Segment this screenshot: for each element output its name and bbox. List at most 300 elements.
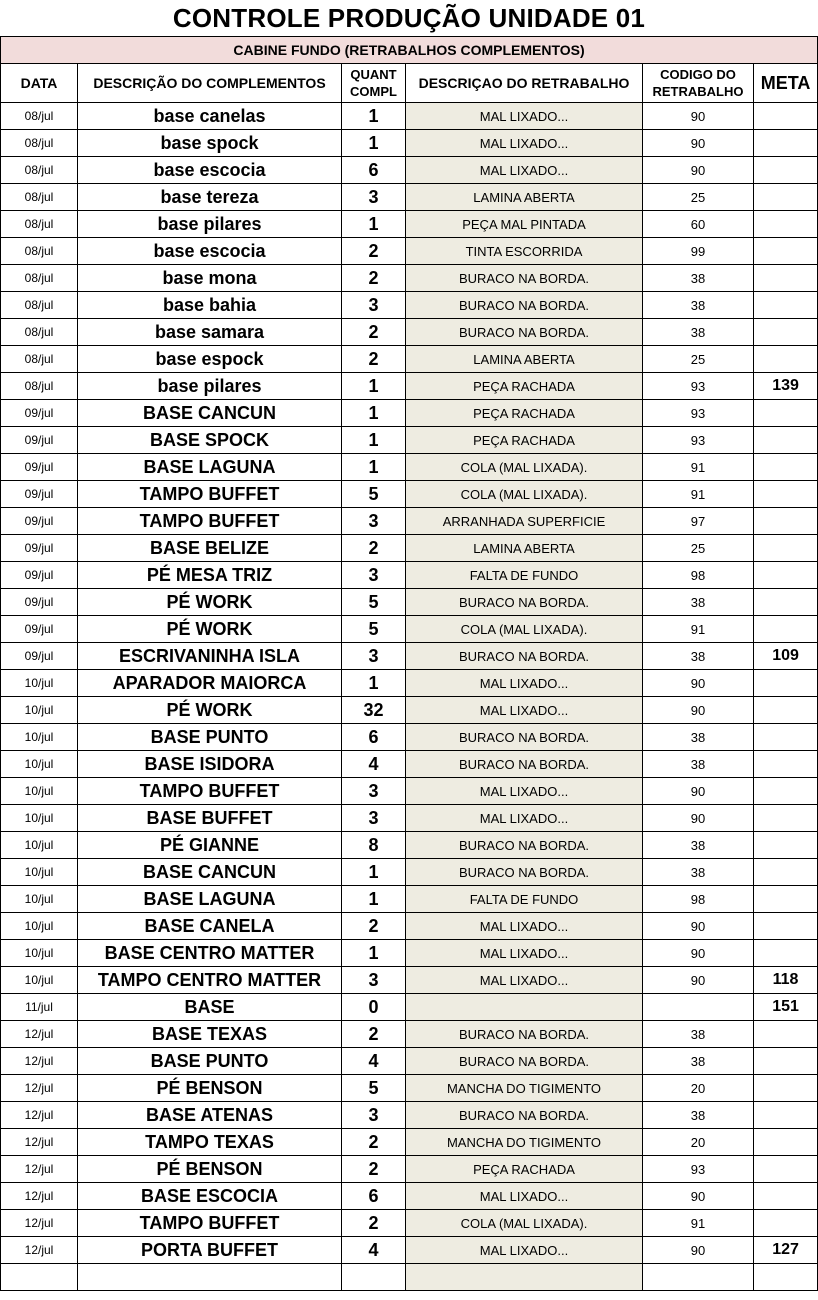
cell-retrabalho[interactable]: BURACO NA BORDA. <box>406 1021 643 1048</box>
header-meta[interactable]: META <box>754 64 818 103</box>
cell-retrabalho[interactable]: MAL LIXADO... <box>406 940 643 967</box>
cell-quant[interactable]: 2 <box>342 535 406 562</box>
cell-meta[interactable] <box>754 1156 818 1183</box>
cell-codigo[interactable]: 90 <box>643 1183 754 1210</box>
cell-descricao[interactable]: PÉ WORK <box>78 589 342 616</box>
cell-retrabalho[interactable]: BURACO NA BORDA. <box>406 1048 643 1075</box>
cell-data[interactable]: 10/jul <box>1 967 78 994</box>
cell-quant[interactable]: 1 <box>342 886 406 913</box>
cell-retrabalho[interactable]: COLA (MAL LIXADA). <box>406 454 643 481</box>
cell-quant[interactable]: 8 <box>342 832 406 859</box>
cell-descricao[interactable]: PÉ GIANNE <box>78 832 342 859</box>
cell-quant[interactable]: 1 <box>342 130 406 157</box>
table-row <box>1 724 818 751</box>
cell-retrabalho[interactable]: BURACO NA BORDA. <box>406 1102 643 1129</box>
cell-meta[interactable] <box>754 616 818 643</box>
cell-descricao[interactable]: PÉ WORK <box>78 697 342 724</box>
cell-data[interactable]: 12/jul <box>1 1102 78 1129</box>
cell-retrabalho[interactable]: ARRANHADA SUPERFICIE <box>406 508 643 535</box>
cell-codigo[interactable]: 38 <box>643 292 754 319</box>
cell-codigo[interactable]: 38 <box>643 1102 754 1129</box>
cell-data[interactable]: 08/jul <box>1 238 78 265</box>
cell-data[interactable]: 10/jul <box>1 751 78 778</box>
cell-retrabalho[interactable]: PEÇA MAL PINTADA <box>406 211 643 238</box>
table-row <box>1 1048 818 1075</box>
cell-retrabalho[interactable]: COLA (MAL LIXADA). <box>406 616 643 643</box>
cell-quant[interactable]: 1 <box>342 373 406 400</box>
cell-descricao[interactable]: BASE ISIDORA <box>78 751 342 778</box>
cell-descricao[interactable] <box>78 1264 342 1291</box>
cell-meta[interactable] <box>754 481 818 508</box>
cell-codigo[interactable]: 38 <box>643 751 754 778</box>
cell-data[interactable]: 08/jul <box>1 103 78 130</box>
cell-descricao[interactable]: base spock <box>78 130 342 157</box>
header-retrabalho[interactable]: DESCRIÇAO DO RETRABALHO <box>406 64 643 103</box>
cell-quant[interactable]: 2 <box>342 1129 406 1156</box>
cell-codigo[interactable]: 93 <box>643 1156 754 1183</box>
cell-codigo[interactable]: 93 <box>643 373 754 400</box>
cell-meta[interactable] <box>754 1129 818 1156</box>
cell-meta[interactable] <box>754 589 818 616</box>
cell-retrabalho[interactable]: MAL LIXADO... <box>406 670 643 697</box>
cell-quant[interactable]: 6 <box>342 157 406 184</box>
cell-quant[interactable]: 1 <box>342 859 406 886</box>
cell-meta[interactable] <box>754 1264 818 1291</box>
cell-codigo[interactable]: 38 <box>643 859 754 886</box>
cell-quant[interactable] <box>342 1264 406 1291</box>
cell-quant[interactable]: 1 <box>342 427 406 454</box>
cell-descricao[interactable]: BASE BELIZE <box>78 535 342 562</box>
cell-quant[interactable]: 1 <box>342 454 406 481</box>
table-row <box>1 157 818 184</box>
cell-data[interactable]: 10/jul <box>1 670 78 697</box>
cell-codigo[interactable]: 91 <box>643 481 754 508</box>
cell-codigo[interactable]: 90 <box>643 697 754 724</box>
cell-data[interactable]: 10/jul <box>1 724 78 751</box>
cell-quant[interactable]: 1 <box>342 670 406 697</box>
cell-retrabalho[interactable]: LAMINA ABERTA <box>406 535 643 562</box>
cell-meta[interactable] <box>754 103 818 130</box>
cell-codigo[interactable]: 25 <box>643 535 754 562</box>
cell-descricao[interactable]: PÉ WORK <box>78 616 342 643</box>
cell-quant[interactable]: 1 <box>342 211 406 238</box>
cell-data[interactable]: 12/jul <box>1 1210 78 1237</box>
cell-descricao[interactable]: TAMPO CENTRO MATTER <box>78 967 342 994</box>
cell-descricao[interactable]: base bahia <box>78 292 342 319</box>
table-row <box>1 265 818 292</box>
cell-codigo[interactable]: 90 <box>643 778 754 805</box>
cell-meta[interactable] <box>754 130 818 157</box>
cell-descricao[interactable]: BASE ESCOCIA <box>78 1183 342 1210</box>
cell-quant[interactable]: 2 <box>342 1156 406 1183</box>
cell-data[interactable]: 10/jul <box>1 886 78 913</box>
cell-quant[interactable]: 2 <box>342 1210 406 1237</box>
cell-codigo[interactable]: 38 <box>643 265 754 292</box>
cell-retrabalho[interactable]: BURACO NA BORDA. <box>406 589 643 616</box>
table-row <box>1 346 818 373</box>
cell-codigo[interactable]: 20 <box>643 1075 754 1102</box>
cell-descricao[interactable]: base espock <box>78 346 342 373</box>
cell-codigo[interactable]: 38 <box>643 643 754 670</box>
cell-retrabalho[interactable]: MANCHA DO TIGIMENTO <box>406 1075 643 1102</box>
cell-codigo[interactable]: 90 <box>643 967 754 994</box>
table-row <box>1 751 818 778</box>
cell-quant[interactable]: 2 <box>342 1021 406 1048</box>
cell-meta[interactable] <box>754 562 818 589</box>
cell-meta[interactable] <box>754 184 818 211</box>
table-row <box>1 373 818 400</box>
cell-data[interactable]: 08/jul <box>1 373 78 400</box>
cell-data[interactable]: 08/jul <box>1 346 78 373</box>
cell-descricao[interactable]: TAMPO BUFFET <box>78 481 342 508</box>
cell-meta[interactable] <box>754 940 818 967</box>
cell-quant[interactable]: 4 <box>342 1048 406 1075</box>
cell-retrabalho[interactable]: MAL LIXADO... <box>406 1183 643 1210</box>
cell-retrabalho[interactable]: BURACO NA BORDA. <box>406 859 643 886</box>
cell-retrabalho[interactable]: LAMINA ABERTA <box>406 184 643 211</box>
cell-descricao[interactable]: BASE CANCUN <box>78 400 342 427</box>
cell-quant[interactable]: 0 <box>342 994 406 1021</box>
cell-codigo[interactable]: 90 <box>643 940 754 967</box>
cell-data[interactable]: 09/jul <box>1 427 78 454</box>
cell-meta[interactable] <box>754 265 818 292</box>
cell-meta[interactable] <box>754 913 818 940</box>
cell-data[interactable]: 10/jul <box>1 940 78 967</box>
cell-meta[interactable] <box>754 400 818 427</box>
cell-quant[interactable]: 1 <box>342 940 406 967</box>
cell-data[interactable]: 08/jul <box>1 292 78 319</box>
cell-quant[interactable]: 3 <box>342 805 406 832</box>
table-row <box>1 103 818 130</box>
cell-retrabalho[interactable] <box>406 994 643 1021</box>
cell-retrabalho[interactable]: BURACO NA BORDA. <box>406 292 643 319</box>
cell-codigo[interactable]: 99 <box>643 238 754 265</box>
cell-retrabalho[interactable]: BURACO NA BORDA. <box>406 643 643 670</box>
cell-retrabalho[interactable]: BURACO NA BORDA. <box>406 751 643 778</box>
cell-retrabalho[interactable]: MAL LIXADO... <box>406 778 643 805</box>
cell-descricao[interactable]: TAMPO TEXAS <box>78 1129 342 1156</box>
cell-codigo[interactable]: 93 <box>643 400 754 427</box>
cell-meta[interactable] <box>754 1075 818 1102</box>
cell-meta[interactable] <box>754 346 818 373</box>
cell-data[interactable]: 10/jul <box>1 913 78 940</box>
cell-meta[interactable] <box>754 238 818 265</box>
cell-descricao[interactable]: BASE LAGUNA <box>78 886 342 913</box>
cell-quant[interactable]: 3 <box>342 778 406 805</box>
cell-codigo[interactable]: 90 <box>643 805 754 832</box>
cell-meta[interactable] <box>754 157 818 184</box>
cell-meta[interactable] <box>754 1210 818 1237</box>
cell-quant[interactable]: 2 <box>342 265 406 292</box>
cell-codigo[interactable]: 38 <box>643 319 754 346</box>
cell-meta[interactable] <box>754 211 818 238</box>
cell-quant[interactable]: 2 <box>342 913 406 940</box>
cell-data[interactable]: 08/jul <box>1 319 78 346</box>
cell-descricao[interactable]: BASE BUFFET <box>78 805 342 832</box>
cell-codigo[interactable]: 90 <box>643 157 754 184</box>
cell-quant[interactable]: 1 <box>342 103 406 130</box>
cell-data[interactable]: 09/jul <box>1 562 78 589</box>
table-row <box>1 994 818 1021</box>
cell-meta[interactable] <box>754 1102 818 1129</box>
cell-meta[interactable] <box>754 751 818 778</box>
cell-descricao[interactable]: TAMPO BUFFET <box>78 1210 342 1237</box>
table-row <box>1 1237 818 1264</box>
cell-retrabalho[interactable]: MAL LIXADO... <box>406 157 643 184</box>
cell-quant[interactable]: 4 <box>342 751 406 778</box>
cell-data[interactable]: 09/jul <box>1 589 78 616</box>
cell-data[interactable]: 12/jul <box>1 1129 78 1156</box>
cell-retrabalho[interactable] <box>406 1264 643 1291</box>
cell-retrabalho[interactable]: PEÇA RACHADA <box>406 427 643 454</box>
cell-data[interactable]: 09/jul <box>1 454 78 481</box>
table-row <box>1 697 818 724</box>
cell-quant[interactable]: 5 <box>342 616 406 643</box>
cell-codigo[interactable]: 90 <box>643 130 754 157</box>
table-row <box>1 1102 818 1129</box>
cell-descricao[interactable]: PÉ BENSON <box>78 1075 342 1102</box>
cell-meta[interactable] <box>754 454 818 481</box>
cell-data[interactable]: 10/jul <box>1 832 78 859</box>
cell-data[interactable]: 11/jul <box>1 994 78 1021</box>
cell-codigo[interactable]: 25 <box>643 184 754 211</box>
cell-meta[interactable]: 151 <box>754 994 818 1021</box>
cell-retrabalho[interactable]: FALTA DE FUNDO <box>406 562 643 589</box>
cell-codigo[interactable]: 38 <box>643 589 754 616</box>
table-row <box>1 643 818 670</box>
cell-retrabalho[interactable]: PEÇA RACHADA <box>406 1156 643 1183</box>
cell-retrabalho[interactable]: MANCHA DO TIGIMENTO <box>406 1129 643 1156</box>
cell-quant[interactable]: 3 <box>342 643 406 670</box>
header-codigo-line2: RETRABALHO <box>652 84 744 99</box>
cell-retrabalho[interactable]: COLA (MAL LIXADA). <box>406 481 643 508</box>
cell-data[interactable]: 10/jul <box>1 697 78 724</box>
header-quant-line1: QUANT <box>350 67 397 82</box>
header-quant[interactable] <box>342 64 406 103</box>
cell-codigo[interactable]: 38 <box>643 1048 754 1075</box>
cell-quant[interactable]: 3 <box>342 967 406 994</box>
cell-meta[interactable] <box>754 427 818 454</box>
cell-descricao[interactable]: base samara <box>78 319 342 346</box>
cell-quant[interactable]: 3 <box>342 184 406 211</box>
cell-data[interactable]: 08/jul <box>1 184 78 211</box>
cell-meta[interactable] <box>754 697 818 724</box>
cell-meta[interactable] <box>754 805 818 832</box>
table-row <box>1 832 818 859</box>
cell-data[interactable]: 12/jul <box>1 1021 78 1048</box>
cell-quant[interactable]: 5 <box>342 1075 406 1102</box>
cell-meta[interactable] <box>754 1021 818 1048</box>
cell-retrabalho[interactable]: TINTA ESCORRIDA <box>406 238 643 265</box>
cell-meta[interactable]: 139 <box>754 373 818 400</box>
cell-codigo[interactable]: 97 <box>643 508 754 535</box>
cell-data[interactable]: 09/jul <box>1 535 78 562</box>
table-row <box>1 508 818 535</box>
cell-meta[interactable] <box>754 859 818 886</box>
cell-codigo[interactable] <box>643 994 754 1021</box>
cell-codigo[interactable]: 38 <box>643 1021 754 1048</box>
cell-descricao[interactable]: BASE <box>78 994 342 1021</box>
cell-data[interactable]: 09/jul <box>1 400 78 427</box>
cell-data[interactable]: 12/jul <box>1 1156 78 1183</box>
cell-descricao[interactable]: base pilares <box>78 211 342 238</box>
cell-descricao[interactable]: base canelas <box>78 103 342 130</box>
cell-meta[interactable] <box>754 292 818 319</box>
cell-descricao[interactable]: PORTA BUFFET <box>78 1237 342 1264</box>
table-row <box>1 967 818 994</box>
cell-codigo[interactable]: 98 <box>643 562 754 589</box>
table-row <box>1 1021 818 1048</box>
cell-data[interactable]: 08/jul <box>1 130 78 157</box>
cell-quant[interactable]: 32 <box>342 697 406 724</box>
cell-descricao[interactable]: BASE CANELA <box>78 913 342 940</box>
cell-meta[interactable]: 127 <box>754 1237 818 1264</box>
cell-meta[interactable] <box>754 319 818 346</box>
table-row <box>1 886 818 913</box>
cell-meta[interactable]: 109 <box>754 643 818 670</box>
cell-retrabalho[interactable]: MAL LIXADO... <box>406 130 643 157</box>
table-row <box>1 589 818 616</box>
header-codigo[interactable] <box>643 64 754 103</box>
cell-meta[interactable]: 118 <box>754 967 818 994</box>
cell-retrabalho[interactable]: BURACO NA BORDA. <box>406 319 643 346</box>
cell-descricao[interactable]: TAMPO BUFFET <box>78 778 342 805</box>
cell-meta[interactable] <box>754 1183 818 1210</box>
cell-data[interactable]: 12/jul <box>1 1237 78 1264</box>
cell-codigo[interactable]: 90 <box>643 103 754 130</box>
cell-retrabalho[interactable]: COLA (MAL LIXADA). <box>406 1210 643 1237</box>
cell-codigo[interactable]: 20 <box>643 1129 754 1156</box>
table-row <box>1 940 818 967</box>
table-row <box>1 454 818 481</box>
cell-retrabalho[interactable]: MAL LIXADO... <box>406 1237 643 1264</box>
cell-quant[interactable]: 5 <box>342 589 406 616</box>
table-row <box>1 184 818 211</box>
cell-retrabalho[interactable]: LAMINA ABERTA <box>406 346 643 373</box>
cell-descricao[interactable]: BASE PUNTO <box>78 724 342 751</box>
cell-descricao[interactable]: PÉ MESA TRIZ <box>78 562 342 589</box>
cell-data[interactable] <box>1 1264 78 1291</box>
table-row <box>1 913 818 940</box>
cell-data[interactable]: 09/jul <box>1 508 78 535</box>
table-subtitle[interactable]: CABINE FUNDO (RETRABALHOS COMPLEMENTOS) <box>1 37 818 64</box>
cell-meta[interactable] <box>754 535 818 562</box>
table-row <box>1 319 818 346</box>
cell-quant[interactable]: 3 <box>342 562 406 589</box>
cell-retrabalho[interactable]: PEÇA RACHADA <box>406 400 643 427</box>
cell-quant[interactable]: 3 <box>342 1102 406 1129</box>
cell-descricao[interactable]: base escocia <box>78 157 342 184</box>
cell-data[interactable]: 10/jul <box>1 778 78 805</box>
header-data[interactable]: DATA <box>1 64 78 103</box>
cell-meta[interactable] <box>754 724 818 751</box>
cell-retrabalho[interactable]: MAL LIXADO... <box>406 967 643 994</box>
cell-quant[interactable]: 2 <box>342 238 406 265</box>
cell-retrabalho[interactable]: BURACO NA BORDA. <box>406 724 643 751</box>
cell-data[interactable]: 09/jul <box>1 481 78 508</box>
cell-data[interactable]: 10/jul <box>1 805 78 832</box>
cell-codigo[interactable]: 90 <box>643 670 754 697</box>
cell-data[interactable]: 10/jul <box>1 859 78 886</box>
cell-descricao[interactable]: TAMPO BUFFET <box>78 508 342 535</box>
cell-descricao[interactable]: base pilares <box>78 373 342 400</box>
cell-data[interactable]: 12/jul <box>1 1048 78 1075</box>
cell-quant[interactable]: 3 <box>342 508 406 535</box>
cell-data[interactable]: 09/jul <box>1 616 78 643</box>
cell-quant[interactable]: 1 <box>342 400 406 427</box>
cell-data[interactable]: 09/jul <box>1 643 78 670</box>
cell-data[interactable]: 08/jul <box>1 157 78 184</box>
cell-descricao[interactable]: BASE CENTRO MATTER <box>78 940 342 967</box>
cell-codigo[interactable]: 91 <box>643 1210 754 1237</box>
cell-codigo[interactable]: 93 <box>643 427 754 454</box>
cell-descricao[interactable]: BASE TEXAS <box>78 1021 342 1048</box>
cell-descricao[interactable]: ESCRIVANINHA ISLA <box>78 643 342 670</box>
cell-meta[interactable] <box>754 832 818 859</box>
cell-quant[interactable]: 4 <box>342 1237 406 1264</box>
cell-retrabalho[interactable]: MAL LIXADO... <box>406 697 643 724</box>
table-row <box>1 859 818 886</box>
cell-retrabalho[interactable]: MAL LIXADO... <box>406 913 643 940</box>
cell-descricao[interactable]: BASE ATENAS <box>78 1102 342 1129</box>
cell-retrabalho[interactable]: MAL LIXADO... <box>406 103 643 130</box>
cell-descricao[interactable]: APARADOR MAIORCA <box>78 670 342 697</box>
cell-codigo[interactable]: 25 <box>643 346 754 373</box>
cell-quant[interactable]: 6 <box>342 1183 406 1210</box>
cell-codigo[interactable]: 90 <box>643 913 754 940</box>
cell-quant[interactable]: 6 <box>342 724 406 751</box>
cell-data[interactable]: 12/jul <box>1 1183 78 1210</box>
cell-retrabalho[interactable]: MAL LIXADO... <box>406 805 643 832</box>
cell-quant[interactable]: 3 <box>342 292 406 319</box>
cell-meta[interactable] <box>754 508 818 535</box>
cell-descricao[interactable]: base mona <box>78 265 342 292</box>
cell-codigo[interactable]: 98 <box>643 886 754 913</box>
cell-descricao[interactable]: base escocia <box>78 238 342 265</box>
table-row <box>1 1129 818 1156</box>
header-descricao[interactable]: DESCRIÇÃO DO COMPLEMENTOS <box>78 64 342 103</box>
cell-descricao[interactable]: BASE PUNTO <box>78 1048 342 1075</box>
table-row <box>1 481 818 508</box>
cell-data[interactable]: 12/jul <box>1 1075 78 1102</box>
cell-descricao[interactable]: BASE SPOCK <box>78 427 342 454</box>
cell-quant[interactable]: 2 <box>342 319 406 346</box>
cell-codigo[interactable]: 60 <box>643 211 754 238</box>
cell-retrabalho[interactable]: BURACO NA BORDA. <box>406 832 643 859</box>
cell-retrabalho[interactable]: FALTA DE FUNDO <box>406 886 643 913</box>
cell-meta[interactable] <box>754 778 818 805</box>
cell-meta[interactable] <box>754 886 818 913</box>
cell-quant[interactable]: 5 <box>342 481 406 508</box>
cell-descricao[interactable]: BASE LAGUNA <box>78 454 342 481</box>
cell-codigo[interactable]: 91 <box>643 616 754 643</box>
cell-codigo[interactable]: 91 <box>643 454 754 481</box>
cell-retrabalho[interactable]: PEÇA RACHADA <box>406 373 643 400</box>
cell-quant[interactable]: 2 <box>342 346 406 373</box>
cell-meta[interactable] <box>754 670 818 697</box>
cell-descricao[interactable]: base tereza <box>78 184 342 211</box>
cell-data[interactable]: 08/jul <box>1 211 78 238</box>
cell-codigo[interactable]: 90 <box>643 1237 754 1264</box>
cell-meta[interactable] <box>754 1048 818 1075</box>
cell-descricao[interactable]: PÉ BENSON <box>78 1156 342 1183</box>
cell-data[interactable]: 08/jul <box>1 265 78 292</box>
cell-codigo[interactable] <box>643 1264 754 1291</box>
cell-codigo[interactable]: 38 <box>643 832 754 859</box>
cell-codigo[interactable]: 38 <box>643 724 754 751</box>
cell-descricao[interactable]: BASE CANCUN <box>78 859 342 886</box>
cell-retrabalho[interactable]: BURACO NA BORDA. <box>406 265 643 292</box>
